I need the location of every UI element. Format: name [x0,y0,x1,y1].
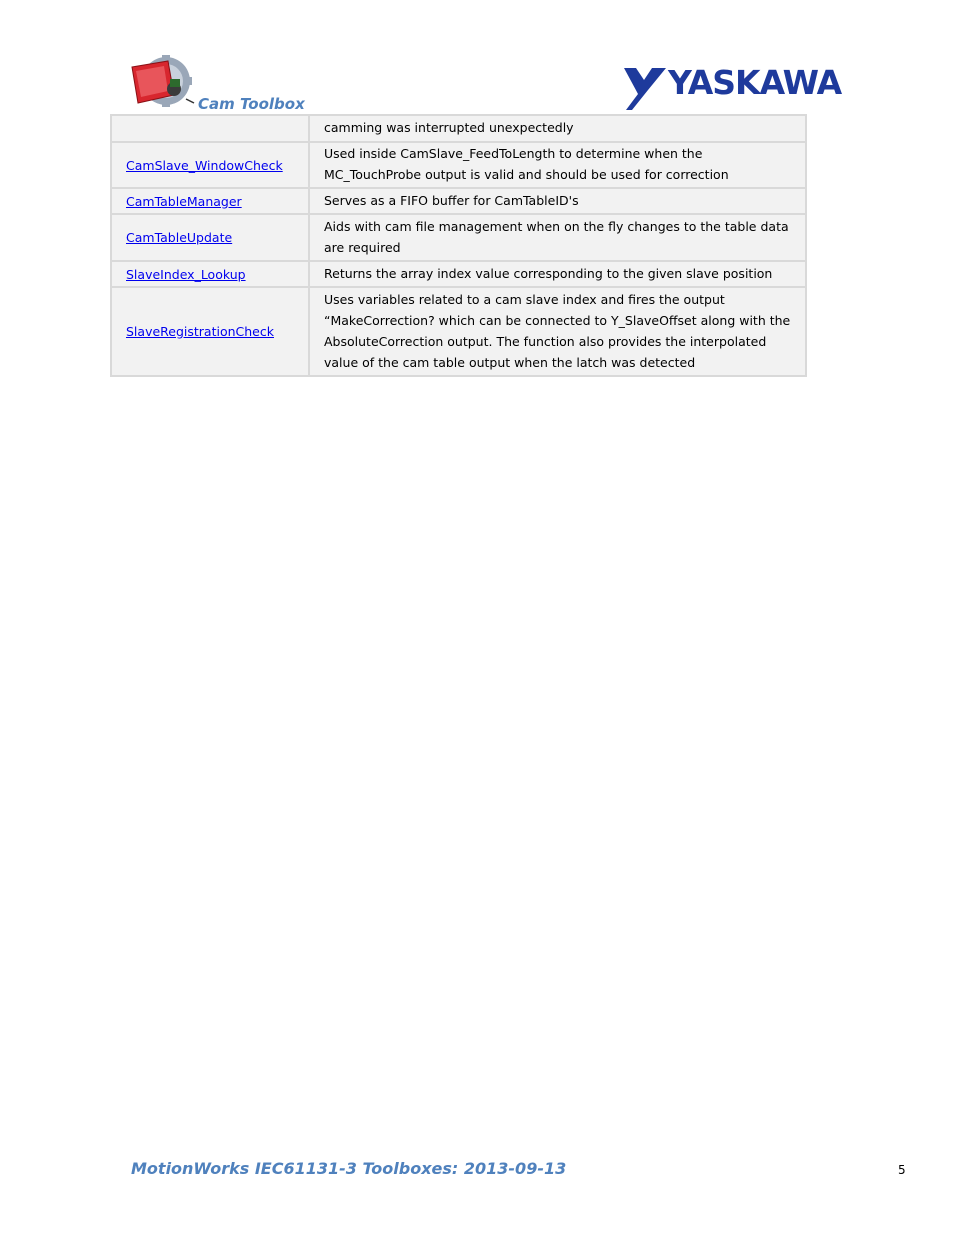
function-name-cell [111,115,309,142]
function-name-cell [111,287,309,376]
function-name-cell [111,188,309,214]
function-link-slaveregistrationcheck[interactable]: SlaveRegistrationCheck [126,324,274,339]
function-table [110,114,807,377]
gear-icon [128,55,200,111]
table-row [111,188,806,214]
table-row [111,142,806,188]
brand-name: YASKAWA [668,63,842,102]
document-footer: MotionWorks IEC61131-3 Toolboxes: 2013-09-13 [131,1159,567,1178]
yaskawa-mark-icon [622,66,670,112]
function-description: Uses variables related to a cam slave index and fires the output “MakeCorrection? which can be connected to Y_SlaveOffset along with the AbsoluteCorrection output. The function also provides the interpolated value of the cam table output when the latch was detected [309,287,806,376]
table-row [111,287,806,376]
function-name-cell [111,214,309,261]
table-row [111,261,806,287]
function-description: Aids with cam file management when on the fly changes to the table data are required [309,214,806,261]
function-name-cell [111,142,309,188]
function-name-cell [111,261,309,287]
cam-toolbox-logo [128,55,200,111]
document-header-title: Cam Toolbox [198,95,305,113]
table-row [111,115,806,142]
function-link-camtableupdate[interactable]: CamTableUpdate [126,230,233,245]
function-description: camming was interrupted unexpectedly [309,115,806,142]
function-link-camslave-windowcheck[interactable]: CamSlave_WindowCheck [126,157,283,173]
page-number: 5 [898,1163,906,1177]
function-description: Used inside CamSlave_FeedToLength to determine when the MC_TouchProbe output is valid and should be used for correction [309,142,806,188]
function-description: Returns the array index value corresponding to the given slave position [309,261,806,287]
table-row [111,214,806,261]
function-link-slaveindex-lookup[interactable]: SlaveIndex_Lookup [126,266,246,282]
function-description: Serves as a FIFO buffer for CamTableID's [309,188,806,214]
function-link-camtablemanager[interactable]: CamTableManager [126,193,242,209]
